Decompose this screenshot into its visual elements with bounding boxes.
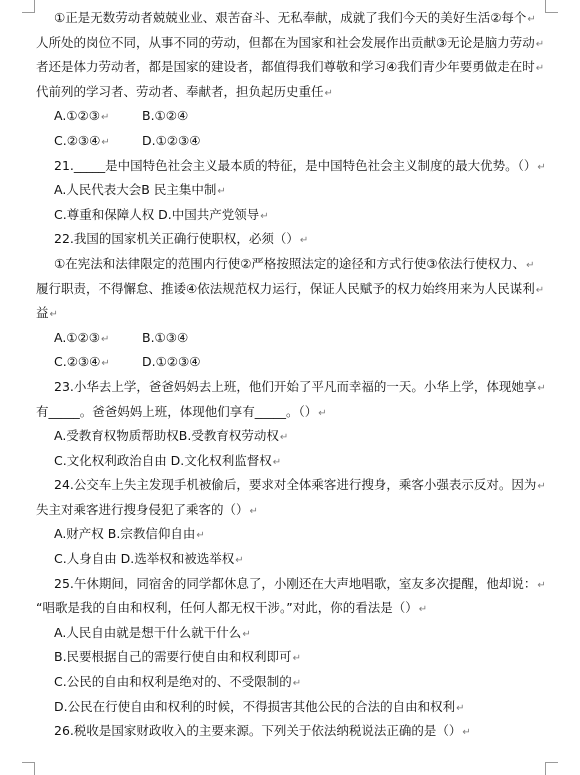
paragraph-mark-icon: ↵ [292,653,301,665]
paragraph-mark-icon: ↵ [249,505,258,517]
line-text: D.公民在行使自由和权利的时候，不得损害其他公民的合法的自由和权利 [54,698,456,714]
text-line [36,375,560,400]
line-text: A.人民代表大会B 民主集中制 [54,182,217,198]
text-line [36,55,560,80]
paragraph-mark-icon: ↵ [318,407,327,419]
line-text: 代前列的学习者、劳动者、奉献者，担负起历史重任 [36,83,324,99]
line-text: C.文化权利政治自由 D.文化权利监督权 [54,452,272,468]
paragraph-mark-icon: ↵ [101,136,110,148]
paragraph-mark-icon: ↵ [49,309,58,321]
corner-mark-bottom-left [22,762,35,775]
line-text: 人所处的岗位不同，从事不同的劳动，但都在为国家和社会发展作出贡献③无论是脑力劳动 [36,34,535,50]
paragraph-mark-icon: ↵ [527,14,536,25]
text-line [36,80,560,105]
text-line [36,547,560,572]
line-text: A.财产权 B.宗教信仰自由 [54,526,196,542]
paragraph-mark-icon: ↵ [537,382,546,394]
option-b: B.①②④ [142,108,189,124]
paragraph-mark-icon: ↵ [101,358,110,370]
option-a: C.②③④ [54,354,101,370]
corner-mark-top-left [22,0,35,13]
text-line [36,350,560,375]
line-text: 24.公交车上失主发现手机被偷后，要求对全体乘客进行搜身，乘客小强表示反对。因为 [54,477,537,493]
text-line [36,498,560,523]
line-text: 23.小华去上学，爸爸妈妈去上班，他们开始了平凡而幸福的一天。小华上学，体现她享 [54,378,537,394]
paragraph-mark-icon: ↵ [272,456,282,468]
text-line [36,695,560,720]
option-a: A.①②③ [54,108,100,124]
corner-mark-bottom-right [545,762,558,775]
line-text: 益 [36,305,49,321]
text-line [36,277,560,302]
paragraph-mark-icon: ↵ [100,112,110,124]
text-line [36,104,560,129]
text-line [36,227,560,252]
document-body [36,6,560,744]
paragraph-mark-icon: ↵ [462,727,471,739]
text-line [36,301,560,326]
option-b: D.①②③④ [142,354,201,370]
text-line [36,424,560,449]
paragraph-mark-icon: ↵ [526,259,535,271]
text-line [36,596,560,621]
paragraph-mark-icon: ↵ [418,604,428,616]
line-text: ①正是无数劳动者兢兢业业、艰苦奋斗、无私奉献，成就了我们今天的美好生活②每个 [54,10,527,25]
option-b: D.①②③④ [142,132,201,148]
paragraph-mark-icon: ↵ [537,161,546,173]
paragraph-mark-icon: ↵ [279,432,289,444]
line-text: “唱歌是我的自由和权利，任何人都无权干涉。”对此，你的看法是（） [36,600,418,616]
line-text: C.人身自由 D.选举权和被选举权 [54,551,235,567]
text-line [36,129,560,154]
text-line [36,203,560,228]
paragraph-mark-icon: ↵ [100,333,110,345]
paragraph-mark-icon: ↵ [292,678,302,690]
paragraph-mark-icon: ↵ [235,555,244,567]
line-text: 失主对乘客进行搜身侵犯了乘客的（） [36,501,249,517]
text-line [36,178,560,203]
text-line [36,621,560,646]
line-text: ①在宪法和法律限定的范围内行使②严格按照法定的途径和方式行使③依法行使权力、 [54,255,526,271]
text-line [36,449,560,474]
paragraph-mark-icon: ↵ [535,284,545,296]
text-line [36,572,560,597]
paragraph-mark-icon: ↵ [456,702,465,714]
line-text: A.受教育权物质帮助权B.受教育权劳动权 [54,428,279,444]
paragraph-mark-icon: ↵ [537,481,546,493]
paragraph-mark-icon: ↵ [535,63,545,75]
line-text: C.公民的自由和权利是绝对的、不受限制的 [54,674,292,690]
paragraph-mark-icon: ↵ [217,186,226,198]
paragraph-mark-icon: ↵ [324,87,333,99]
paragraph-mark-icon: ↵ [537,579,546,591]
line-text: 25.午休期间，同宿舍的同学都休息了，小刚还在大声地唱歌，室友多次提醒，他却说： [54,575,537,591]
line-text: 履行职责，不得懈怠、推诿④依法规范权力运行，保证人民赋予的权力始终用来为人民谋利 [36,280,535,296]
paragraph-mark-icon: ↵ [260,210,269,222]
paragraph-mark-icon: ↵ [196,530,205,542]
paragraph-mark-icon: ↵ [242,628,251,640]
text-line [36,326,560,351]
text-line [36,154,560,179]
line-text: B.民要根据自己的需要行使自由和权利即可 [54,649,292,665]
paragraph-mark-icon: ↵ [299,235,309,247]
text-line [36,6,560,31]
text-line [36,473,560,498]
text-line [36,670,560,695]
text-line [36,719,560,744]
text-line [36,400,560,425]
line-text: 者还是体力劳动者，都是国家的建设者，都值得我们尊敬和学习④我们青少年要勇做走在时 [36,59,535,75]
option-b: B.①③④ [142,329,189,345]
paragraph-mark-icon: ↵ [535,38,545,50]
text-line [36,645,560,670]
line-text: 有_____。爸爸妈妈上班，体现他们享有_____。（） [36,403,318,419]
text-line [36,252,560,277]
line-text: A.人民自由就是想干什么就干什么 [54,624,242,640]
line-text: 22.我国的国家机关正确行使职权，必须（） [54,231,299,247]
text-line [36,522,560,547]
option-a: A.①②③ [54,329,100,345]
line-text: C.尊重和保障人权 D.中国共产党领导 [54,206,260,222]
option-a: C.②③④ [54,132,101,148]
line-text: 21._____是中国特色社会主义最本质的特征，是中国特色社会主义制度的最大优势。（） [54,157,537,173]
text-line [36,31,560,56]
line-text: 26.税收是国家财政收入的主要来源。下列关于依法纳税说法正确的是（） [54,723,462,739]
